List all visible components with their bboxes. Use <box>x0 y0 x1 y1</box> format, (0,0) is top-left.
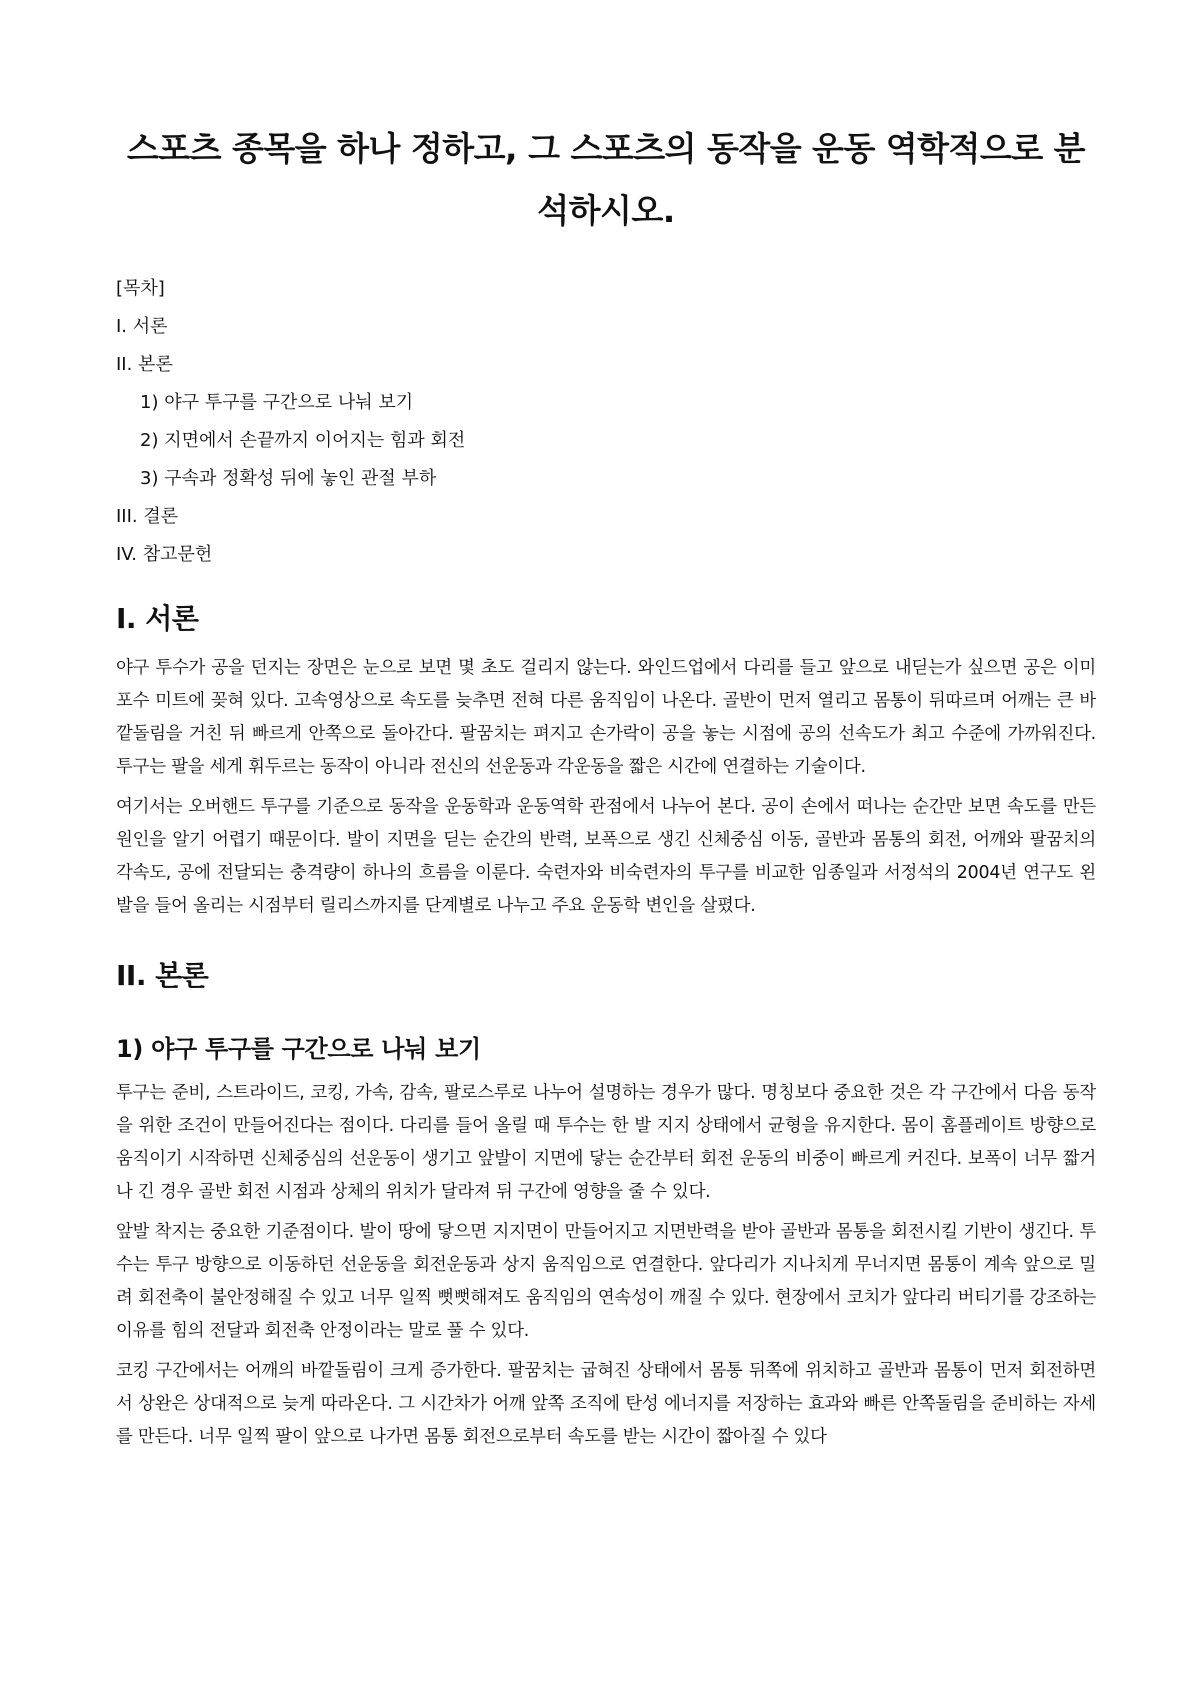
document-title: 스포츠 종목을 하나 정하고, 그 스포츠의 동작을 운동 역학적으로 분석하시오. <box>126 129 1086 230</box>
toc-item-body-3: 3) 구속과 정확성 뒤에 놓인 관절 부하 <box>140 468 437 489</box>
intro-paragraph-1: 야구 투수가 공을 던지는 장면은 눈으로 보면 몇 초도 걸리지 않는다. 와인드업에서 다리를 들고 앞으로 내딛는가 싶으면 공은 이미 포수 미트에 꽂혀 있다. 고속영상으로 속도를 늦추면 전혀 다른 움직임이 나온다. 골반이 먼저 열리고 몸통이 뒤따르며 어깨는 큰 바깥돌림을 거친 뒤 빠르게 안쪽으로 돌아간다. 팔꿈치는 펴지고 손가락이 공을 놓는 시점에 공의 선속도가 최고 수준에 가까워진다. 투구는 팔을 세게 휘두르는 동작이 아니라 전신의 선운동과 각운동을 짧은 시간에 연결하는 기술이다. <box>116 658 1096 777</box>
toc-item-body-1: 1) 야구 투구를 구간으로 나눠 보기 <box>140 392 414 413</box>
toc-label: [목차] <box>116 278 165 299</box>
body-paragraph-3: 코킹 구간에서는 어깨의 바깥돌림이 크게 증가한다. 팔꿈치는 굽혀진 상태에서 몸통 뒤쪽에 위치하고 골반과 몸통이 먼저 회전하면서 상완은 상대적으로 늦게 따라온다. 그 시간차가 어깨 앞쪽 조직에 탄성 에너지를 저장하는 효과와 빠른 안쪽돌림을 준비하는 자세를 만든다. 너무 일찍 팔이 앞으로 나가면 몸통 회전으로부터 속도를 받는 시간이 짧아질 수 있다 <box>116 1361 1096 1447</box>
toc-item-references: IV. 참고문헌 <box>116 544 213 565</box>
body-paragraph-1: 투구는 준비, 스트라이드, 코킹, 가속, 감속, 팔로스루로 나누어 설명하는 경우가 많다. 명칭보다 중요한 것은 각 구간에서 다음 동작을 위한 조건이 만들어진다는 점이다. 다리를 들어 올릴 때 투수는 한 발 지지 상태에서 균형을 유지한다. 몸이 홈플레이트 방향으로 움직이기 시작하면 신체중심의 선운동이 생기고 앞발이 지면에 닿는 순간부터 회전 운동의 비중이 빠르게 커진다. 보폭이 너무 짧거나 긴 경우 골반 회전 시점과 상체의 위치가 달라져 뒤 구간에 영향을 줄 수 있다. <box>116 1083 1096 1202</box>
toc-item-body-2: 2) 지면에서 손끝까지 이어지는 힘과 회전 <box>140 430 466 451</box>
body-paragraph-2: 앞발 착지는 중요한 기준점이다. 발이 땅에 닿으면 지지면이 만들어지고 지면반력을 받아 골반과 몸통을 회전시킬 기반이 생긴다. 투수는 투구 방향으로 이동하던 선운동을 회전운동과 상지 움직임으로 연결한다. 앞다리가 지나치게 무너지면 몸통이 계속 앞으로 밀려 회전축이 불안정해질 수 있고 너무 일찍 뻣뻣해져도 움직임의 연속성이 깨질 수 있다. 현장에서 코치가 앞다리 버티기를 강조하는 이유를 힘의 전달과 회전축 안정이라는 말로 풀 수 있다. <box>116 1222 1096 1341</box>
table-of-contents <box>116 270 1096 574</box>
section-heading-body: II. 본론 <box>116 959 209 992</box>
toc-item-body: II. 본론 <box>116 354 173 375</box>
toc-item-conclusion: III. 결론 <box>116 506 179 527</box>
subsection-heading-pitching-phases: 1) 야구 투구를 구간으로 나눠 보기 <box>116 1035 481 1063</box>
toc-item-intro: I. 서론 <box>116 316 168 337</box>
section-heading-intro: I. 서론 <box>116 602 199 635</box>
intro-paragraph-2: 여기서는 오버핸드 투구를 기준으로 동작을 운동학과 운동역학 관점에서 나누어 본다. 공이 손에서 떠나는 순간만 보면 속도를 만든 원인을 알기 어렵기 때문이다. 발이 지면을 딛는 순간의 반력, 보폭으로 생긴 신체중심 이동, 골반과 몸통의 회전, 어깨와 팔꿈치의 각속도, 공에 전달되는 충격량이 하나의 흐름을 이룬다. 숙련자와 비숙련자의 투구를 비교한 임종일과 서정석의 2004년 연구도 왼발을 들어 올리는 시점부터 릴리스까지를 단계별로 나누고 주요 운동학 변인을 살폈다. <box>116 797 1096 916</box>
